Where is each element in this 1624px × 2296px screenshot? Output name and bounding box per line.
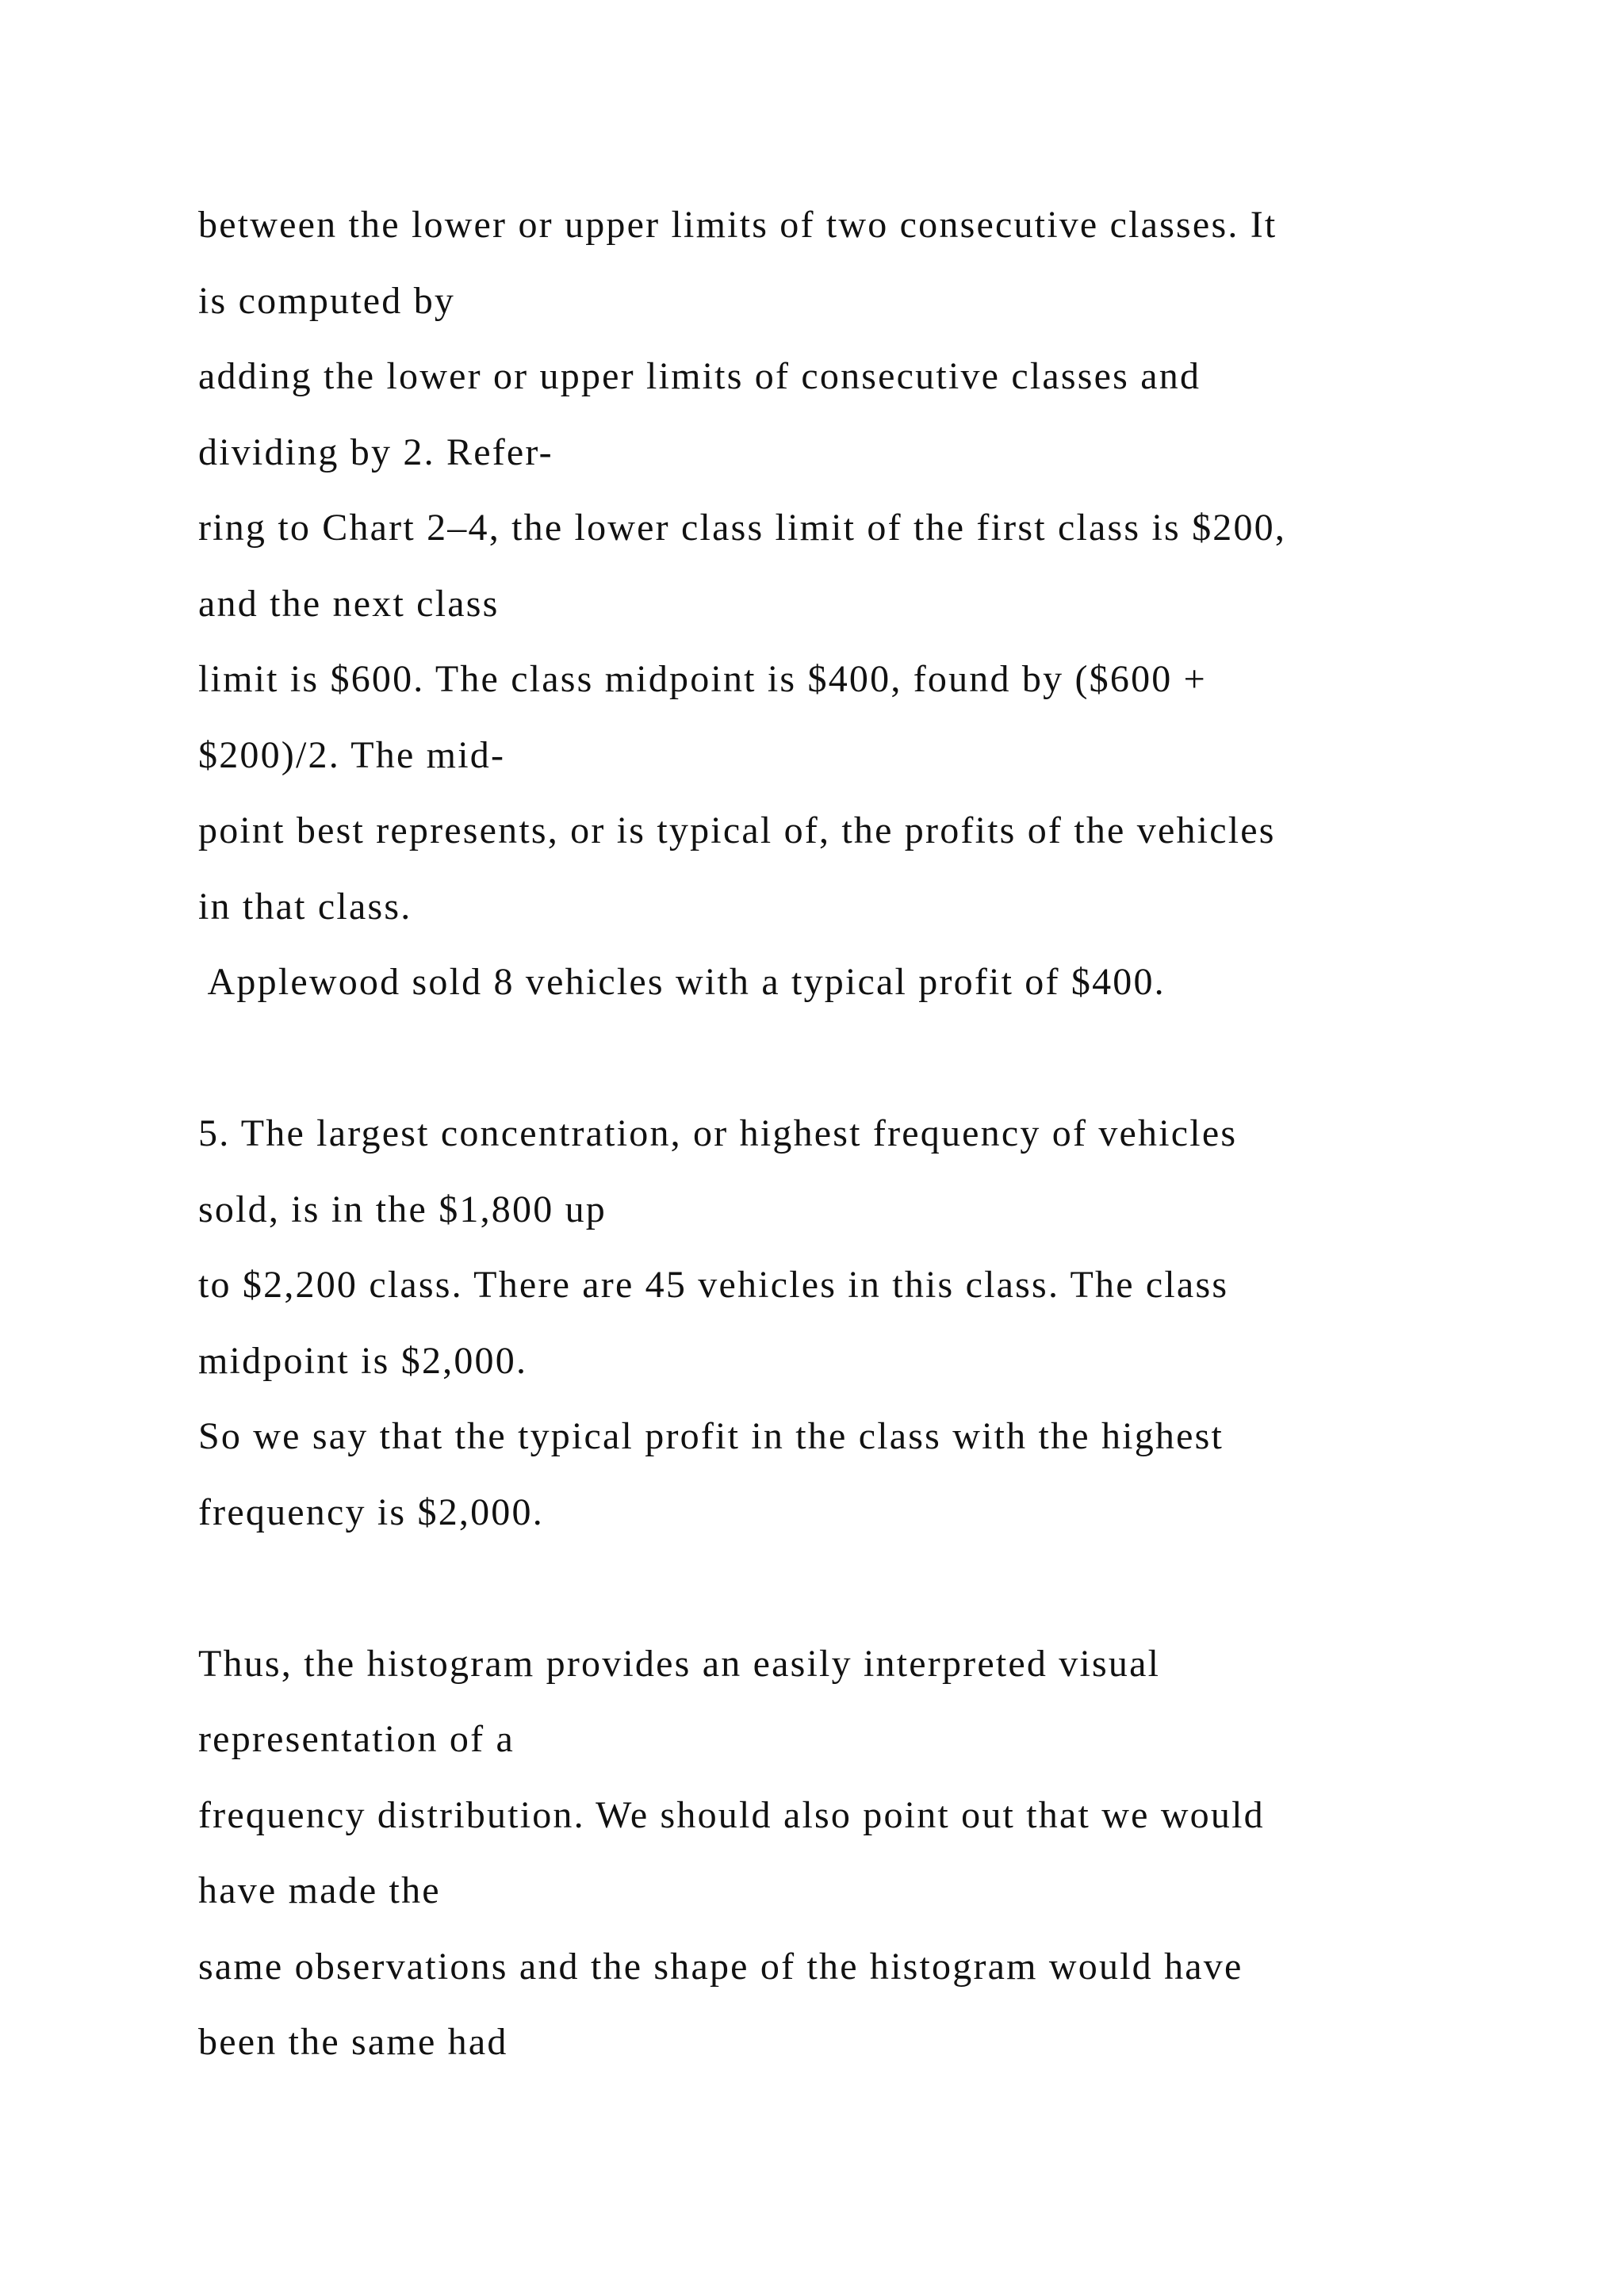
text-line: Thus, the histogram provides an easily interpreted visual — [198, 1642, 1161, 1685]
text-line: same observations and the shape of the histogram would have — [198, 1945, 1243, 1988]
text-line: ring to Chart 2–4, the lower class limit of the first class is $200, — [198, 507, 1287, 549]
text-line: representation of a — [198, 1718, 515, 1760]
text-line: point best represents, or is typical of, the profits of the vehicles — [198, 809, 1276, 851]
paragraph-gap — [198, 1550, 1467, 1626]
text-line: to $2,200 class. There are 45 vehicles in this class. The class — [198, 1264, 1229, 1306]
text-line: midpoint is $2,000. — [198, 1339, 528, 1382]
text-line: in that class. — [198, 885, 412, 928]
text-line: Applewood sold 8 vehicles with a typical profit of $400. — [198, 961, 1166, 1003]
text-line: So we say that the typical profit in the class with the highest — [198, 1415, 1224, 1457]
text-line: frequency is $2,000. — [198, 1490, 544, 1533]
text-line: sold, is in the $1,800 up — [198, 1188, 607, 1230]
paragraph-gap — [198, 1020, 1467, 1096]
text-line: have made the — [198, 1869, 441, 1911]
text-line: been the same had — [198, 2021, 508, 2063]
text-line: is computed by — [198, 279, 456, 322]
text-line: and the next class — [198, 582, 500, 625]
text-line: 5. The largest concentration, or highest frequency of vehicles — [198, 1112, 1238, 1154]
text-line: adding the lower or upper limits of consecutive classes and — [198, 355, 1201, 397]
text-line: between the lower or upper limits of two consecutive classes. It — [198, 204, 1277, 246]
body-text — [198, 187, 1467, 2080]
text-line: limit is $600. The class midpoint is $400, found by ($600 + — [198, 658, 1207, 700]
text-line: $200)/2. The mid- — [198, 733, 506, 776]
text-line: dividing by 2. Refer- — [198, 430, 553, 473]
text-line: frequency distribution. We should also point out that we would — [198, 1793, 1265, 1836]
